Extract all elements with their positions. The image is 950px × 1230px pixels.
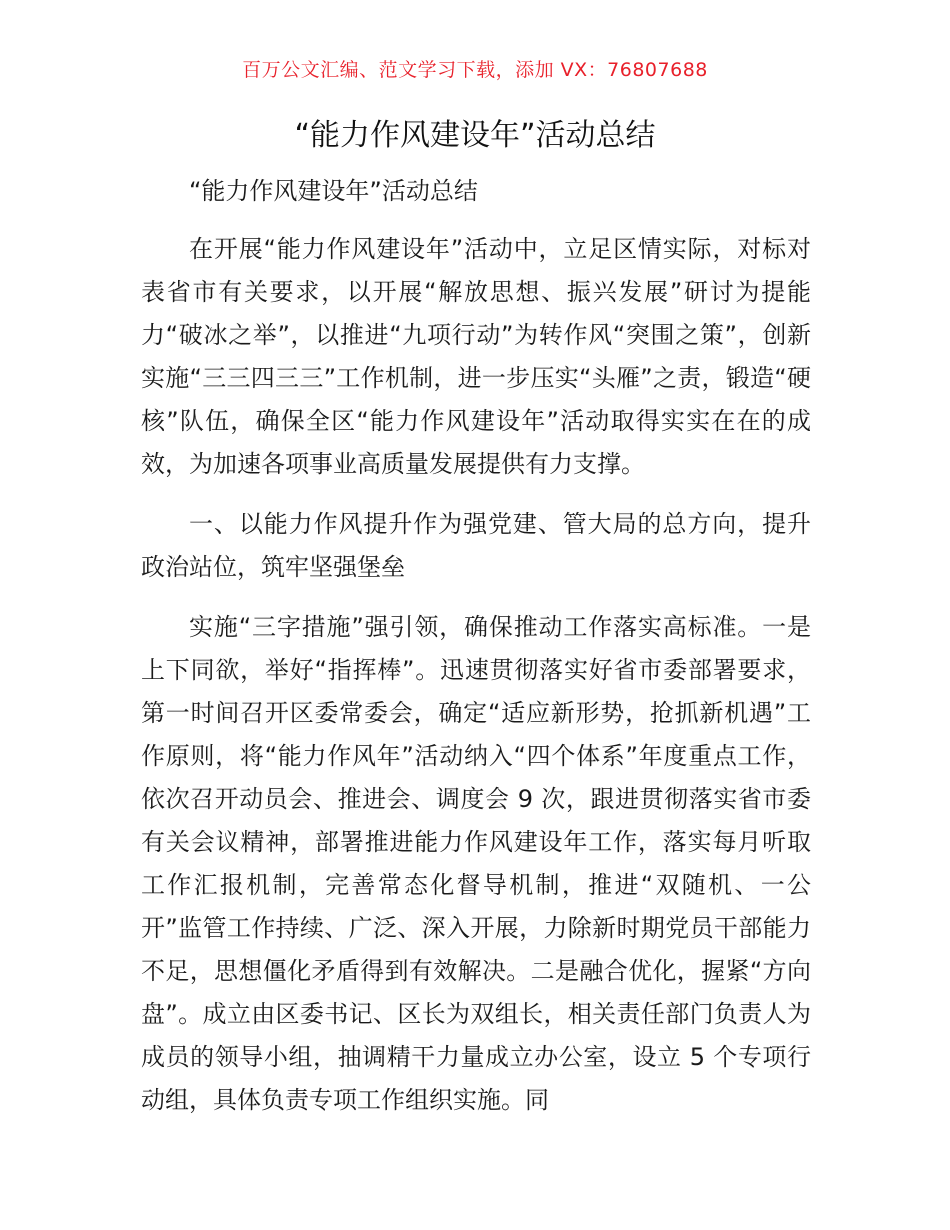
section-heading-1: 一、以能力作风提升作为强党建、管大局的总方向，提升政治站位，筑牢坚强堡垒 <box>141 510 811 581</box>
document-title: “能力作风建设年”活动总结 <box>294 118 656 153</box>
document-subtitle: “能力作风建设年”活动总结 <box>189 177 478 205</box>
paragraph-section-1: 实施“三字措施”强引领，确保推动工作落实高标准。一是上下同欲，举好“指挥棒”。迅速贯彻落实好省市委部署要求，第一时间召开区委常委会，确定“适应新形势，抢抓新机遇”工作原则，将“能力作风年”活动纳入“四个体系”年度重点工作，依次召开动员会、推进会、调度会 9 次，跟进贯彻落实省市委有关会议精神，部署推进能力作风建设年工作，落实每月听取工作汇报机制，完善常态化督导机制，推进“双随机、一公开”监管工作持续、广泛、深入开展，力除新时期党员干部能力不足，思想僵化矛盾得到有效解决。二是融合优化，握紧“方向盘”。成立由区委书记、区长为双组长，相关责任部门负责人为成员的领导小组，抽调精干力量成立办公室，设立 5 个专项行动组，具体负责专项工作组织实施。同 <box>141 613 811 1114</box>
document-body <box>141 170 811 1122</box>
watermark-text: 百万公文汇编、范文学习下载，添加 VX：76807688 <box>242 59 708 81</box>
paragraph-intro: 在开展“能力作风建设年”活动中，立足区情实际，对标对表省市有关要求，以开展“解放思想、振兴发展”研讨为提能力“破冰之举”，以推进“九项行动”为转作风“突围之策”，创新实施“三三四三三”工作机制，进一步压实“头雁”之责，锻造“硬核”队伍，确保全区“能力作风建设年”活动取得实实在在的成效，为加速各项事业高质量发展提供有力支撑。 <box>141 235 811 478</box>
